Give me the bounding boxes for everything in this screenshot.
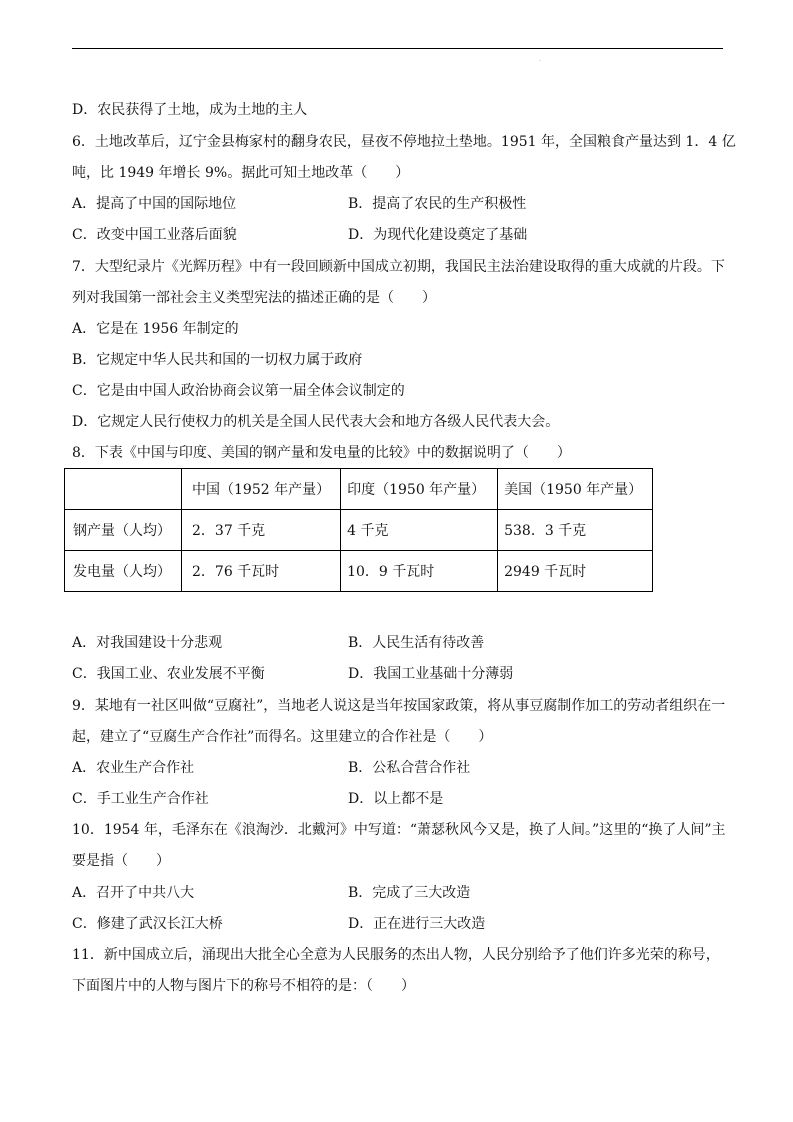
q8-stem-line1: 8．下表《中国与印度、美国的钢产量和发电量的比较》中的数据说明了（ ） — [72, 445, 571, 461]
q8-option-b: B．人民生活有待改善 — [348, 635, 485, 651]
q7-option-c: C．它是由中国人政治协商会议第一届全体会议制定的 — [72, 383, 405, 399]
q10-option-a: A．召开了中共八大 — [72, 885, 195, 901]
q6-option-c: C．改变中国工业落后面貌 — [72, 227, 237, 243]
q7-stem-line1: 7．大型纪录片《光辉历程》中有一段回顾新中国成立初期，我国民主法治建设取得的重大成就的片段。下 — [72, 259, 725, 275]
q6-option-a: A．提高了中国的国际地位 — [72, 196, 237, 212]
q6-stem-line2: 吨，比 1949 年增长 9%。据此可知土地改革（ ） — [72, 165, 410, 181]
table-header-cell: 美国（1950 年产量） — [498, 469, 653, 510]
table-cell: 2949 千瓦时 — [498, 551, 653, 592]
q10-stem-line2: 要是指（ ） — [72, 853, 170, 869]
q6-option-d: D．为现代化建设奠定了基础 — [348, 227, 528, 243]
q7-option-a: A．它是在 1956 年制定的 — [72, 321, 239, 337]
q6-stem-line1: 6．土地改革后，辽宁金县梅家村的翻身农民，昼夜不停地拉土垫地。1951 年，全国粮食产量达到 1．4 亿 — [72, 134, 736, 150]
q8-option-a: A．对我国建设十分悲观 — [72, 635, 223, 651]
table-cell: 发电量（人均） — [65, 551, 182, 592]
header-mark: . — [539, 56, 541, 63]
q10-option-c: C．修建了武汉长江大桥 — [72, 916, 223, 932]
table-row — [65, 510, 653, 551]
q9-stem-line1: 9．某地有一社区叫做“豆腐社”，当地老人说这是当年按国家政策，将从事豆腐制作加工的劳动者组织在一 — [72, 698, 726, 714]
table-header-cell: 印度（1950 年产量） — [341, 469, 498, 510]
q7-option-b: B．它规定中华人民共和国的一切权力属于政府 — [72, 352, 363, 368]
q6-option-b: B．提高了农民的生产积极性 — [348, 196, 527, 212]
table-header-cell: 中国（1952 年产量） — [182, 469, 341, 510]
table-cell: 10．9 千瓦时 — [341, 551, 498, 592]
q8-option-c: C．我国工业、农业发展不平衡 — [72, 666, 265, 682]
q7-stem-line2: 列对我国第一部社会主义类型宪法的描述正确的是（ ） — [72, 290, 436, 306]
q11-stem-line2: 下面图片中的人物与图片下的称号不相符的是：（ ） — [72, 978, 415, 994]
q10-stem-line1: 10．1954 年，毛泽东在《浪淘沙．北戴河》中写道：“萧瑟秋风今又是，换了人间。”这里的“换了人间”主 — [72, 822, 726, 838]
table-cell: 538．3 千克 — [498, 510, 653, 551]
q11-stem-line1: 11．新中国成立后，涌现出大批全心全意为人民服务的杰出人物，人民分别给予了他们许多光荣的称号， — [72, 947, 720, 963]
q9-stem-line2: 起，建立了“豆腐生产合作社”而得名。这里建立的合作社是（ ） — [72, 729, 493, 745]
table-cell: 钢产量（人均） — [65, 510, 182, 551]
q9-option-d: D．以上都不是 — [348, 791, 444, 807]
table-cell: 2．37 千克 — [182, 510, 341, 551]
table-row — [65, 551, 653, 592]
q8-option-d: D．我国工业基础十分薄弱 — [348, 666, 514, 682]
table-header-row — [65, 469, 653, 510]
q9-option-b: B．公私合营合作社 — [348, 760, 471, 776]
table-cell: 4 千克 — [341, 510, 498, 551]
q9-option-a: A．农业生产合作社 — [72, 760, 195, 776]
header-rule — [72, 48, 723, 49]
q7-option-d: D．它规定人民行使权力的机关是全国人民代表大会和地方各级人民代表大会。 — [72, 414, 560, 430]
q10-option-d: D．正在进行三大改造 — [348, 916, 486, 932]
q10-option-b: B．完成了三大改造 — [348, 885, 471, 901]
q5-option-d: D．农民获得了土地，成为土地的主人 — [72, 102, 308, 118]
table-cell: 2．76 千瓦时 — [182, 551, 341, 592]
comparison-table — [64, 468, 653, 592]
table-header-cell — [65, 469, 182, 510]
q9-option-c: C．手工业生产合作社 — [72, 791, 209, 807]
